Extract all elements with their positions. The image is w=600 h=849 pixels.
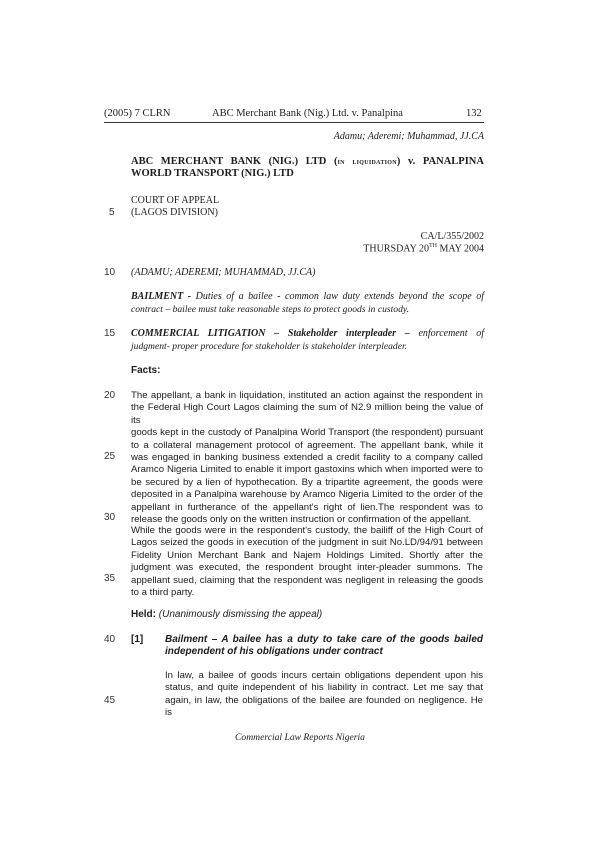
facts-line: be secured by a lien of hypothecation. By a tripartite agreement, the goods were: [131, 476, 483, 488]
line-number-20: 20: [104, 390, 116, 401]
coram: (ADAMU; ADEREMI; MUHAMMAD, JJ.CA): [131, 267, 316, 278]
facts-line: appellant sued, claiming that the respondent was negligent in releasing the goods: [131, 574, 483, 586]
line-number-45: 45: [104, 695, 116, 706]
facts-line: Fidelity Union Merchant Bank and Najem Holdings Limited. Shortly after the: [131, 549, 483, 561]
catchword-bailment-head: BAILMENT -: [131, 291, 196, 302]
judgment-date: [363, 243, 484, 254]
facts-line: deposited in a Panalpina warehouse by Aramco Nigeria Limited to the order of the: [131, 489, 483, 501]
judgment-date-suffix: MAY 2004: [436, 243, 484, 255]
header-page-number: 132: [466, 108, 482, 119]
line-number-30: 30: [104, 512, 116, 523]
facts-line: judgment was executed, the respondent brought inter-pleader summons. The: [131, 562, 483, 574]
court-name: COURT OF APPEAL: [131, 195, 220, 206]
line-number-35: 35: [104, 573, 116, 584]
facts-line: While the goods were in the respondent's custody, the bailiff of the High Court of: [131, 525, 483, 536]
facts-paragraph-2: [131, 525, 483, 599]
suit-number: CA/L/355/2002: [420, 231, 484, 242]
held-text-line: again, in law, the obligations of the bailee are founded on negligence. He is: [165, 694, 483, 719]
catchword-commercial: [131, 328, 484, 353]
catchword-commercial-line2: judgment- proper procedure for stakeholder is stakeholder interpleader.: [131, 340, 408, 352]
catchword-bailment: [131, 291, 484, 316]
catchword-bailment-line1: Duties of a bailee - common law duty extends beyond the scope of: [195, 291, 485, 302]
header-case-name: ABC Merchant Bank (Nig.) Ltd. v. Panalpina: [212, 108, 403, 119]
facts-line: The appellant, a bank in liquidation, instituted an action against the respondent in: [131, 390, 483, 401]
held-text-line: In law, a bailee of goods incurs certain obligations dependent upon his: [165, 670, 483, 681]
facts-line: to a third party.: [131, 587, 195, 599]
page-footer: Commercial Law Reports Nigeria: [235, 732, 365, 743]
court-division: (LAGOS DIVISION): [131, 207, 218, 218]
catchword-commercial-head: COMMERCIAL LITIGATION – Stakeholder interpleader –: [131, 328, 410, 339]
facts-line: was engaged in banking business extended a credit facility to a company called: [131, 452, 483, 464]
held-text: [165, 670, 483, 720]
held-heading-line2: independent of his obligations under contract: [165, 646, 383, 658]
held-label: Held:: [131, 609, 156, 620]
header-rule: [104, 122, 484, 123]
line-number-25: 25: [104, 451, 116, 462]
facts-line: to a collateral management protocol of agreement. The appellant bank, while it: [131, 439, 483, 451]
held-line: [131, 609, 322, 620]
case-title-liquidation: in liquidation: [337, 156, 397, 166]
case-title: [131, 155, 484, 168]
catchword-commercial-rest: enforcement of: [409, 328, 484, 339]
facts-line: goods kept in the custody of Panalpina World Transport (the respondent) pursuant: [131, 427, 483, 439]
held-number: [1]: [131, 634, 144, 645]
line-number-5: 5: [109, 207, 115, 218]
line-number-10: 10: [104, 267, 116, 278]
line-number-15: 15: [104, 328, 116, 339]
facts-heading: Facts:: [131, 365, 161, 376]
line-number-40: 40: [104, 634, 116, 645]
case-title-line2: WORLD TRANSPORT (NIG.) LTD: [131, 168, 294, 179]
facts-paragraph-1: [131, 390, 483, 526]
case-title-part1: ABC MERCHANT BANK (NIG.) LTD (: [131, 156, 338, 167]
judgment-date-sup: TH: [428, 243, 437, 249]
held-heading-line1: Bailment – A bailee has a duty to take care of the goods bailed: [165, 634, 483, 645]
judgment-date-prefix: THURSDAY 20: [363, 243, 429, 255]
held-heading: [165, 634, 483, 659]
header-judges: Adamu; Aderemi; Muhammad, JJ.CA: [333, 131, 484, 142]
held-note: (Unanimously dismissing the appeal): [158, 609, 323, 620]
facts-line: Lagos seized the goods in execution of the judgment in suit No.LD/94/91 between: [131, 537, 483, 549]
facts-line: the Federal High Court Lagos claiming the sum of N2.9 million being the value of its: [131, 402, 483, 426]
facts-line: appellant in furtherance of the appellant's right of lien.The respondent was to: [131, 501, 483, 513]
facts-line: Aramco Nigeria Limited to enable it import gastoxins which when imported were to: [131, 464, 483, 476]
facts-line: release the goods only on the written instruction or confirmation of the appellant.: [131, 514, 472, 526]
case-title-part2: ) v. PANALPINA: [396, 156, 484, 167]
held-text-line: status, and quite independent of his liability in contract. Let me say that: [165, 682, 483, 694]
header-citation: (2005) 7 CLRN: [104, 108, 171, 119]
catchword-bailment-line2: contract – bailee must take reasonable steps to protect goods in custody.: [131, 303, 409, 315]
